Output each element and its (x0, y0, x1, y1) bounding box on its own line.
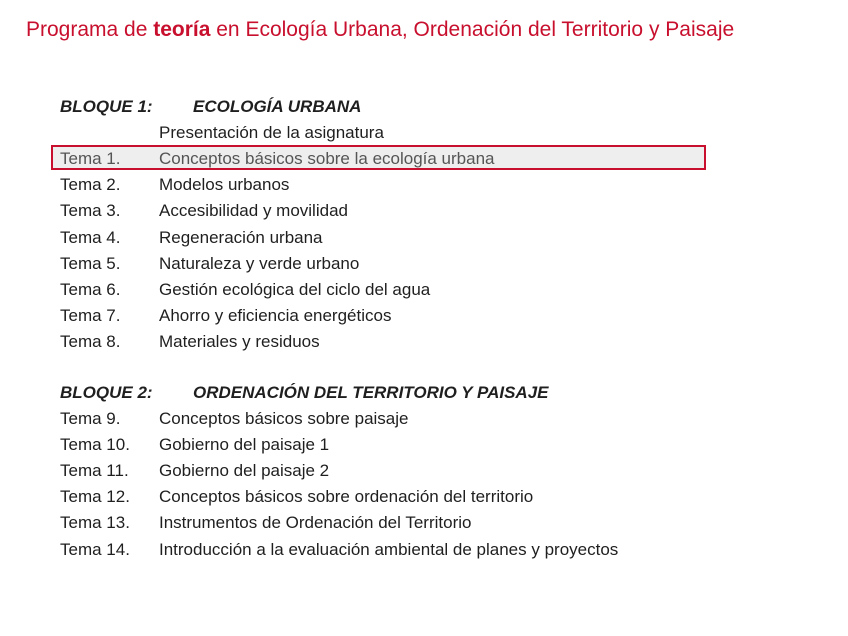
topic-number: Tema 7. (60, 306, 121, 325)
topic-name: Accesibilidad y movilidad (159, 201, 348, 220)
topic-row-8[interactable] (60, 329, 760, 355)
topic-row-11[interactable] (60, 458, 760, 484)
topic-name: Gobierno del paisaje 1 (159, 435, 330, 454)
topic-name: Gestión ecológica del ciclo del agua (159, 280, 431, 299)
topic-name: Naturaleza y verde urbano (159, 254, 360, 273)
topic-name: Modelos urbanos (159, 175, 290, 194)
block2-heading (60, 380, 760, 406)
topic-row-5[interactable] (60, 251, 760, 277)
title-suffix: en Ecología Urbana, Ordenación del Territorio y Paisaje (210, 18, 735, 41)
topic-number: Tema 6. (60, 280, 121, 299)
topic-number: Tema 10. (60, 435, 130, 454)
topic-row-9[interactable] (60, 406, 760, 432)
block1-number: BLOQUE 1: (60, 97, 153, 116)
topic-number: Tema 9. (60, 409, 121, 428)
block2-name: ORDENACIÓN DEL TERRITORIO Y PAISAJE (193, 383, 549, 402)
block1-intro-row (60, 120, 760, 146)
topic-row-12[interactable] (60, 484, 760, 510)
topic-number: Tema 4. (60, 228, 121, 247)
topic-row-1[interactable] (60, 146, 760, 172)
topic-name: Gobierno del paisaje 2 (159, 461, 330, 480)
topic-number: Tema 5. (60, 254, 121, 273)
topic-name: Regeneración urbana (159, 228, 323, 247)
topic-row-13[interactable] (60, 510, 760, 536)
block1-name: ECOLOGÍA URBANA (193, 97, 362, 116)
topic-name: Conceptos básicos sobre la ecología urbana (159, 149, 495, 168)
topic-name: Conceptos básicos sobre paisaje (159, 409, 409, 428)
page-title (26, 15, 836, 45)
topic-number: Tema 11. (60, 461, 129, 480)
topic-number: Tema 14. (60, 540, 130, 559)
block2-number: BLOQUE 2: (60, 383, 153, 402)
title-prefix: Programa de (26, 18, 154, 41)
topic-name: Materiales y residuos (159, 332, 320, 351)
topic-row-2[interactable] (60, 172, 760, 198)
topic-row-7[interactable] (60, 303, 760, 329)
block1-intro: Presentación de la asignatura (159, 123, 384, 142)
topic-number: Tema 12. (60, 487, 130, 506)
topic-row-3[interactable] (60, 198, 760, 224)
topic-name: Conceptos básicos sobre ordenación del territorio (159, 487, 534, 506)
topic-name: Instrumentos de Ordenación del Territorio (159, 513, 472, 532)
topic-number: Tema 8. (60, 332, 121, 351)
block1-heading (60, 94, 760, 120)
topic-name: Ahorro y eficiencia energéticos (159, 306, 392, 325)
topic-number: Tema 2. (60, 175, 121, 194)
topic-number: Tema 1. (60, 149, 121, 168)
topic-name: Introducción a la evaluación ambiental de planes y proyectos (159, 540, 619, 559)
topic-number: Tema 3. (60, 201, 121, 220)
title-bold-word: teoría (153, 18, 211, 41)
topic-number: Tema 13. (60, 513, 130, 532)
topic-row-6[interactable] (60, 277, 760, 303)
topic-row-14[interactable] (60, 537, 760, 563)
topic-row-4[interactable] (60, 225, 760, 251)
topic-row-10[interactable] (60, 432, 760, 458)
